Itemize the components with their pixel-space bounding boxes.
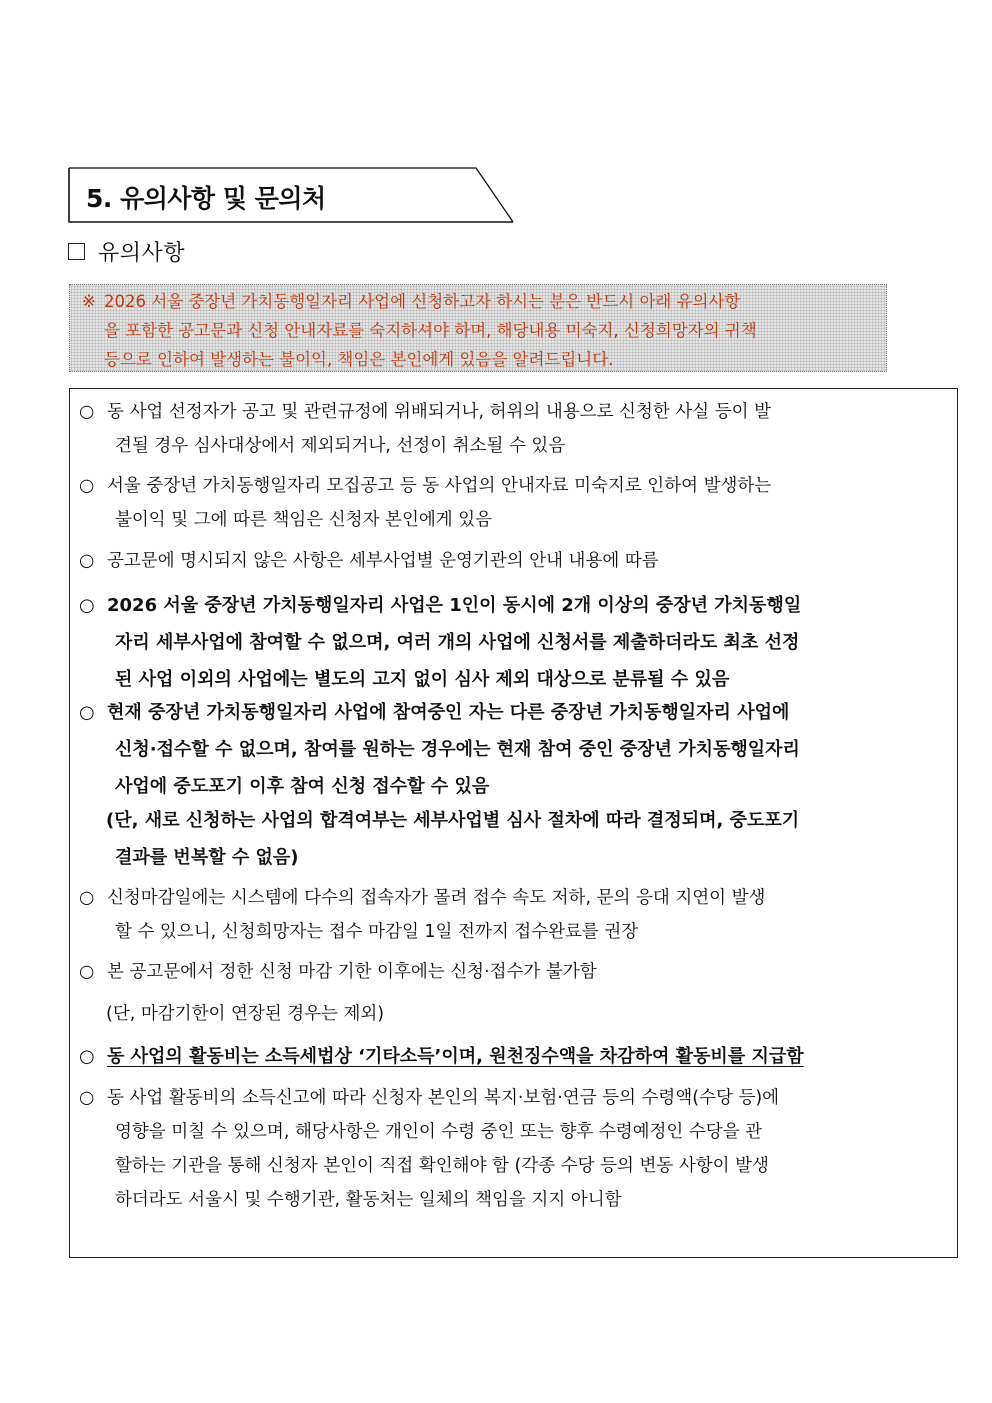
item-text: 영향을 미칠 수 있으며, 해당사항은 개인이 수령 중인 또는 향후 수령예정인 수당을 관: [115, 1122, 763, 1142]
item-text: 신청·접수할 수 없으며, 참여를 원하는 경우에는 현재 참여 중인 중장년 가치동행일자리: [115, 739, 800, 760]
circle-bullet-icon: ○: [79, 476, 95, 496]
subheading: [68, 236, 185, 267]
item-text: 할하는 기관을 통해 신청자 본인이 직접 확인해야 함 (각종 수당 등의 변동 사항이 발생: [115, 1156, 769, 1176]
item-text: 동 사업 선정자가 공고 및 관련규정에 위배되거나, 허위의 내용으로 신청한 사실 등이 발: [107, 402, 771, 422]
item-text: 2026 서울 중장년 가치동행일자리 사업은 1인이 동시에 2개 이상의 중장년 가치동행일: [107, 595, 802, 616]
circle-bullet-icon: ○: [79, 551, 95, 571]
precaution-item: [79, 1081, 899, 1217]
item-text: 불이익 및 그에 따른 책임은 신청자 본인에게 있음: [115, 510, 493, 530]
circle-bullet-icon: ○: [79, 1088, 95, 1108]
item-text: 할 수 있으니, 신청희망자는 접수 마감일 1일 전까지 접수완료를 권장: [115, 922, 639, 942]
item-text: 견될 경우 심사대상에서 제외되거나, 선정이 취소될 수 있음: [115, 436, 566, 456]
circle-bullet-icon: ○: [79, 962, 95, 982]
precaution-item: [79, 469, 899, 537]
item-text: 신청마감일에는 시스템에 다수의 접속자가 몰려 접수 속도 저하, 문의 응대 지연이 발생: [107, 888, 766, 908]
section-header: [68, 167, 514, 223]
subheading-text: 유의사항: [98, 241, 186, 266]
circle-bullet-icon: ○: [79, 402, 95, 422]
reference-mark-icon: ※: [82, 292, 96, 311]
item-text: 자리 세부사업에 참여할 수 없으며, 여러 개의 사업에 신청서를 제출하더라도 최초 선정: [115, 632, 800, 653]
notice-box: [69, 284, 887, 372]
circle-bullet-icon: ○: [79, 702, 95, 723]
precaution-note: [79, 997, 899, 1031]
item-text: 동 사업 활동비의 소득신고에 따라 신청자 본인의 복지·보험·연금 등의 수령액(수당 등)에: [107, 1088, 780, 1108]
precaution-note-bold: [79, 802, 899, 876]
note-text: 결과를 번복할 수 없음): [115, 847, 299, 868]
item-text: 사업에 중도포기 이후 참여 신청 접수할 수 있음: [115, 776, 490, 797]
item-text: 서울 중장년 가치동행일자리 모집공고 등 동 사업의 안내자료 미숙지로 인하여 발생하는: [107, 476, 772, 496]
precaution-item: [79, 544, 899, 578]
item-text: 동 사업의 활동비는 소득세법상 ‘기타소득’이며, 원천징수액을 차감하여 활동비를 지급함: [107, 1046, 804, 1067]
item-text: 본 공고문에서 정한 신청 마감 기한 이후에는 신청·접수가 불가함: [107, 962, 597, 982]
precaution-item-bold: [79, 587, 899, 698]
checkbox-square-icon: [68, 243, 85, 260]
item-text: 현재 중장년 가치동행일자리 사업에 참여중인 자는 다른 중장년 가치동행일자리 사업에: [107, 702, 790, 723]
circle-bullet-icon: ○: [79, 888, 95, 908]
item-text: 된 사업 이외의 사업에는 별도의 고지 없이 심사 제외 대상으로 분류될 수 있음: [115, 669, 730, 690]
circle-bullet-icon: ○: [79, 595, 95, 616]
note-text: (단, 마감기한이 연장된 경우는 제외): [106, 1004, 385, 1024]
circle-bullet-icon: ○: [79, 1046, 95, 1067]
notice-line: 2026 서울 중장년 가치동행일자리 사업에 신청하고자 하시는 분은 반드시 아래 유의사항: [104, 292, 741, 311]
item-text: 공고문에 명시되지 않은 사항은 세부사업별 운영기관의 안내 내용에 따름: [107, 551, 659, 571]
item-text: 하더라도 서울시 및 수행기관, 활동처는 일체의 책임을 지지 아니함: [115, 1190, 622, 1210]
precaution-item-bold: [79, 694, 899, 805]
precaution-item: [79, 395, 899, 463]
precaution-item: [79, 881, 899, 949]
precaution-item-bold: [79, 1038, 899, 1075]
precaution-item: [79, 955, 899, 989]
notice-line: 등으로 인하여 발생하는 불이익, 책임은 본인에게 있음을 알려드립니다.: [104, 350, 614, 369]
note-text: (단, 새로 신청하는 사업의 합격여부는 세부사업별 심사 절차에 따라 결정되며, 중도포기: [106, 810, 800, 831]
notice-line: 을 포함한 공고문과 신청 안내자료를 숙지하셔야 하며, 해당내용 미숙지, 신청희망자의 귀책: [104, 321, 757, 340]
section-title: 5. 유의사항 및 문의처: [86, 184, 326, 213]
